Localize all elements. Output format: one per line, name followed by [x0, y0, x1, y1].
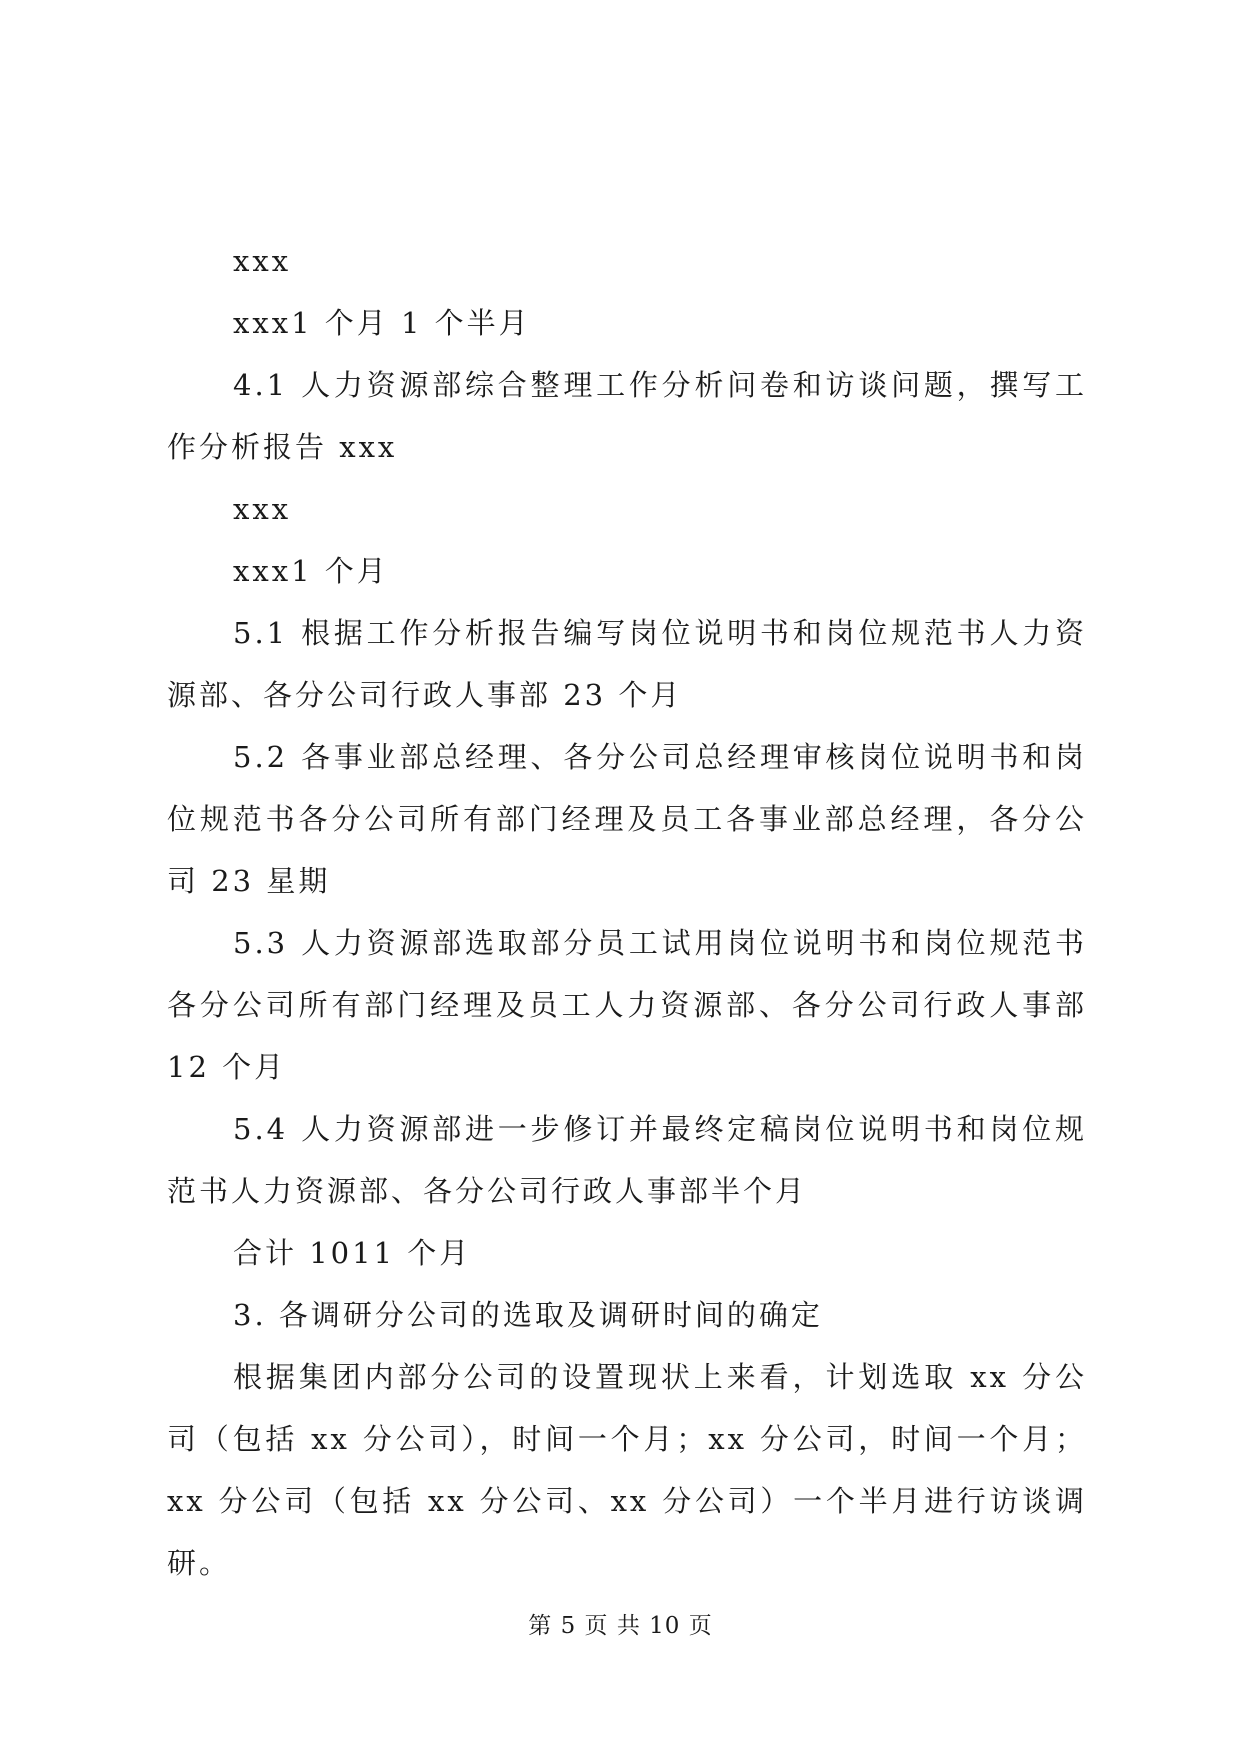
paragraph: 4.1 人力资源部综合整理工作分析问卷和访谈问题，撰写工作分析报告 xxx [167, 368, 1087, 464]
paragraph: 5.1 根据工作分析报告编写岗位说明书和岗位规范书人力资源部、各分公司行政人事部 23 个月 [167, 616, 1087, 712]
paragraph: xxx1 个月 [233, 554, 389, 588]
paragraph: xxx1 个月 1 个半月 [233, 306, 531, 340]
document-body [167, 230, 1087, 1594]
paragraph: xxx [233, 492, 292, 526]
page-number-footer: 第 5 页 共 10 页 [528, 1613, 713, 1639]
paragraph: 合计 1011 个月 [233, 1236, 472, 1270]
paragraph: 5.2 各事业部总经理、各分公司总经理审核岗位说明书和岗位规范书各分公司所有部门经理及员工各事业部总经理，各分公司 23 星期 [167, 740, 1087, 898]
paragraph: xxx [233, 244, 292, 278]
paragraph: 3. 各调研分公司的选取及调研时间的确定 [233, 1298, 823, 1332]
paragraph: 根据集团内部分公司的设置现状上来看，计划选取 xx 分公司（包括 xx 分公司），时间一个月；xx 分公司，时间一个月；xx 分公司（包括 xx 分公司、xx 分公司）一个半月进行访谈调研。 [167, 1360, 1087, 1580]
paragraph: 5.3 人力资源部选取部分员工试用岗位说明书和岗位规范书各分公司所有部门经理及员工人力资源部、各分公司行政人事部 12 个月 [167, 926, 1087, 1084]
paragraph: 5.4 人力资源部进一步修订并最终定稿岗位说明书和岗位规范书人力资源部、各分公司行政人事部半个月 [167, 1112, 1087, 1208]
